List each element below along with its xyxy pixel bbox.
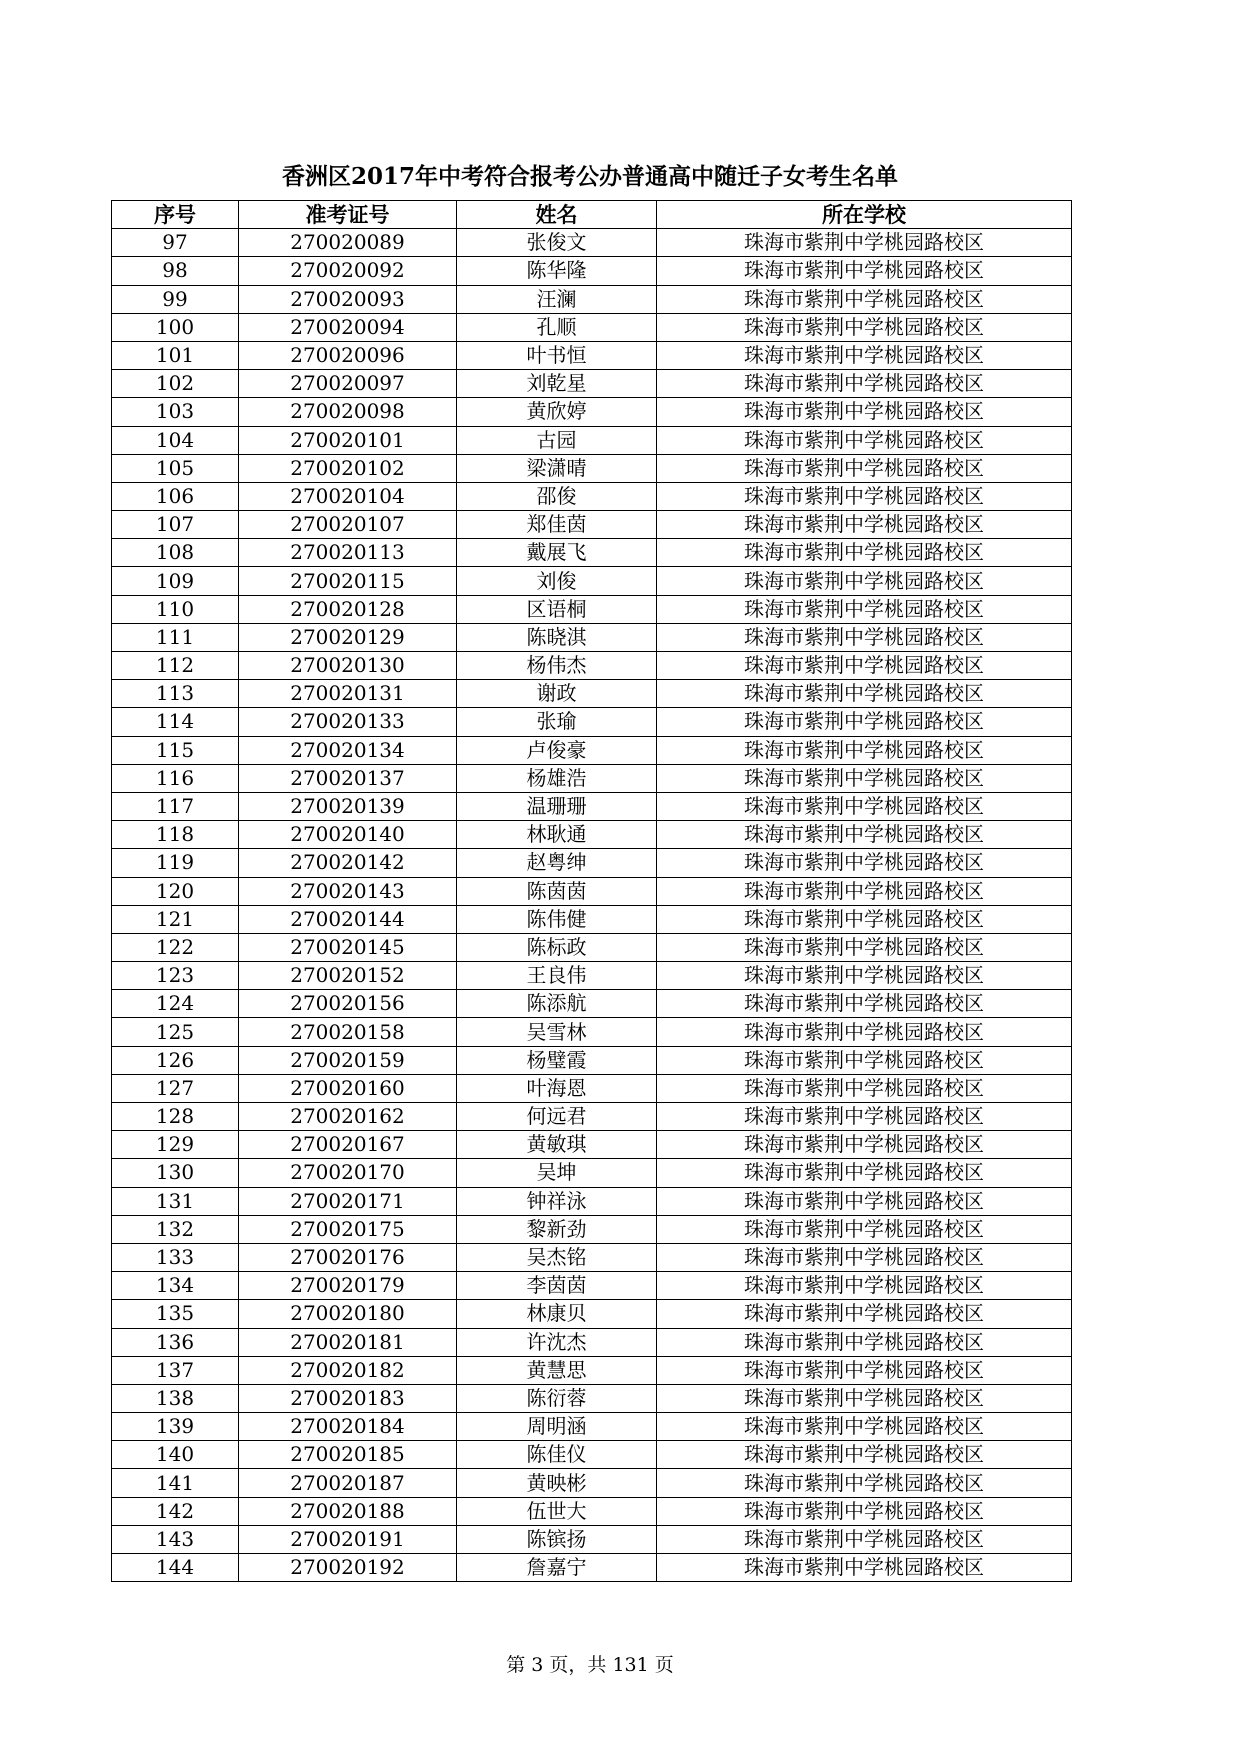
cell-seq: 144 xyxy=(112,1554,239,1582)
cell-name: 王良伟 xyxy=(457,962,657,990)
table-row xyxy=(112,341,1072,369)
cell-exam-number: 270020144 xyxy=(239,905,457,933)
cell-school: 珠海市紫荆中学桃园路校区 xyxy=(657,1103,1072,1131)
cell-exam-number: 270020183 xyxy=(239,1384,457,1412)
cell-exam-number: 270020191 xyxy=(239,1525,457,1553)
cell-name: 许沈杰 xyxy=(457,1328,657,1356)
cell-school: 珠海市紫荆中学桃园路校区 xyxy=(657,1131,1072,1159)
table-row xyxy=(112,313,1072,341)
header-name: 姓名 xyxy=(457,201,657,229)
table-row xyxy=(112,680,1072,708)
cell-seq: 139 xyxy=(112,1413,239,1441)
table-row xyxy=(112,933,1072,961)
cell-name: 陈衍蓉 xyxy=(457,1384,657,1412)
table-row xyxy=(112,1497,1072,1525)
cell-school: 珠海市紫荆中学桃园路校区 xyxy=(657,1300,1072,1328)
cell-exam-number: 270020182 xyxy=(239,1356,457,1384)
cell-exam-number: 270020176 xyxy=(239,1243,457,1271)
cell-exam-number: 270020156 xyxy=(239,990,457,1018)
cell-seq: 116 xyxy=(112,764,239,792)
cell-seq: 125 xyxy=(112,1018,239,1046)
cell-school: 珠海市紫荆中学桃园路校区 xyxy=(657,1159,1072,1187)
cell-school: 珠海市紫荆中学桃园路校区 xyxy=(657,1187,1072,1215)
table-row xyxy=(112,1074,1072,1102)
cell-exam-number: 270020159 xyxy=(239,1046,457,1074)
table-row xyxy=(112,1525,1072,1553)
cell-name: 刘俊 xyxy=(457,567,657,595)
cell-name: 张瑜 xyxy=(457,708,657,736)
table-row xyxy=(112,905,1072,933)
cell-school: 珠海市紫荆中学桃园路校区 xyxy=(657,341,1072,369)
cell-seq: 130 xyxy=(112,1159,239,1187)
table-row xyxy=(112,1272,1072,1300)
table-row xyxy=(112,1187,1072,1215)
cell-seq: 127 xyxy=(112,1074,239,1102)
cell-name: 孔顺 xyxy=(457,313,657,341)
table-row xyxy=(112,1046,1072,1074)
table-row xyxy=(112,539,1072,567)
cell-name: 汪澜 xyxy=(457,285,657,313)
cell-seq: 137 xyxy=(112,1356,239,1384)
table-row xyxy=(112,1300,1072,1328)
cell-school: 珠海市紫荆中学桃园路校区 xyxy=(657,482,1072,510)
table-row xyxy=(112,652,1072,680)
cell-exam-number: 270020129 xyxy=(239,623,457,651)
table-header-row xyxy=(112,201,1072,229)
cell-name: 张俊文 xyxy=(457,229,657,257)
cell-seq: 143 xyxy=(112,1525,239,1553)
cell-school: 珠海市紫荆中学桃园路校区 xyxy=(657,1384,1072,1412)
cell-name: 古园 xyxy=(457,426,657,454)
cell-school: 珠海市紫荆中学桃园路校区 xyxy=(657,736,1072,764)
cell-name: 区语桐 xyxy=(457,595,657,623)
cell-seq: 120 xyxy=(112,877,239,905)
cell-exam-number: 270020158 xyxy=(239,1018,457,1046)
page-number: 第 3 页，共 131 页 xyxy=(506,1654,674,1676)
cell-exam-number: 270020192 xyxy=(239,1554,457,1582)
table-row xyxy=(112,623,1072,651)
cell-seq: 123 xyxy=(112,962,239,990)
cell-name: 梁潇晴 xyxy=(457,454,657,482)
cell-seq: 124 xyxy=(112,990,239,1018)
cell-school: 珠海市紫荆中学桃园路校区 xyxy=(657,680,1072,708)
cell-school: 珠海市紫荆中学桃园路校区 xyxy=(657,1018,1072,1046)
cell-exam-number: 270020179 xyxy=(239,1272,457,1300)
cell-exam-number: 270020131 xyxy=(239,680,457,708)
cell-name: 吴坤 xyxy=(457,1159,657,1187)
cell-exam-number: 270020115 xyxy=(239,567,457,595)
cell-exam-number: 270020113 xyxy=(239,539,457,567)
cell-school: 珠海市紫荆中学桃园路校区 xyxy=(657,1497,1072,1525)
table-row xyxy=(112,229,1072,257)
cell-school: 珠海市紫荆中学桃园路校区 xyxy=(657,821,1072,849)
table-row xyxy=(112,567,1072,595)
cell-exam-number: 270020187 xyxy=(239,1469,457,1497)
table-row xyxy=(112,1131,1072,1159)
table-row xyxy=(112,1441,1072,1469)
table-row xyxy=(112,511,1072,539)
cell-seq: 128 xyxy=(112,1103,239,1131)
cell-seq: 97 xyxy=(112,229,239,257)
cell-exam-number: 270020097 xyxy=(239,370,457,398)
cell-seq: 103 xyxy=(112,398,239,426)
cell-seq: 122 xyxy=(112,933,239,961)
cell-exam-number: 270020094 xyxy=(239,313,457,341)
cell-school: 珠海市紫荆中学桃园路校区 xyxy=(657,623,1072,651)
cell-school: 珠海市紫荆中学桃园路校区 xyxy=(657,1215,1072,1243)
cell-exam-number: 270020171 xyxy=(239,1187,457,1215)
cell-name: 詹嘉宁 xyxy=(457,1554,657,1582)
cell-school: 珠海市紫荆中学桃园路校区 xyxy=(657,933,1072,961)
cell-name: 陈华隆 xyxy=(457,257,657,285)
cell-seq: 111 xyxy=(112,623,239,651)
cell-school: 珠海市紫荆中学桃园路校区 xyxy=(657,511,1072,539)
cell-seq: 109 xyxy=(112,567,239,595)
cell-name: 陈茵茵 xyxy=(457,877,657,905)
table-row xyxy=(112,1554,1072,1582)
cell-school: 珠海市紫荆中学桃园路校区 xyxy=(657,905,1072,933)
cell-name: 刘乾星 xyxy=(457,370,657,398)
cell-seq: 106 xyxy=(112,482,239,510)
cell-school: 珠海市紫荆中学桃园路校区 xyxy=(657,1413,1072,1441)
cell-seq: 107 xyxy=(112,511,239,539)
cell-school: 珠海市紫荆中学桃园路校区 xyxy=(657,1441,1072,1469)
cell-school: 珠海市紫荆中学桃园路校区 xyxy=(657,652,1072,680)
cell-name: 陈晓淇 xyxy=(457,623,657,651)
table-row xyxy=(112,764,1072,792)
cell-exam-number: 270020167 xyxy=(239,1131,457,1159)
cell-school: 珠海市紫荆中学桃园路校区 xyxy=(657,877,1072,905)
table-row xyxy=(112,1103,1072,1131)
table-row xyxy=(112,398,1072,426)
table-row xyxy=(112,1328,1072,1356)
cell-exam-number: 270020139 xyxy=(239,792,457,820)
cell-name: 黄映彬 xyxy=(457,1469,657,1497)
cell-school: 珠海市紫荆中学桃园路校区 xyxy=(657,764,1072,792)
cell-seq: 121 xyxy=(112,905,239,933)
cell-name: 戴展飞 xyxy=(457,539,657,567)
cell-seq: 119 xyxy=(112,849,239,877)
cell-school: 珠海市紫荆中学桃园路校区 xyxy=(657,849,1072,877)
cell-seq: 101 xyxy=(112,341,239,369)
table-row xyxy=(112,370,1072,398)
cell-exam-number: 270020188 xyxy=(239,1497,457,1525)
cell-name: 杨璧霞 xyxy=(457,1046,657,1074)
table-row xyxy=(112,285,1072,313)
table-row xyxy=(112,1413,1072,1441)
cell-exam-number: 270020130 xyxy=(239,652,457,680)
cell-seq: 113 xyxy=(112,680,239,708)
cell-seq: 138 xyxy=(112,1384,239,1412)
cell-school: 珠海市紫荆中学桃园路校区 xyxy=(657,426,1072,454)
header-exam-number: 准考证号 xyxy=(239,201,457,229)
cell-exam-number: 270020160 xyxy=(239,1074,457,1102)
cell-name: 黄敏琪 xyxy=(457,1131,657,1159)
cell-name: 陈镔扬 xyxy=(457,1525,657,1553)
cell-seq: 140 xyxy=(112,1441,239,1469)
cell-seq: 126 xyxy=(112,1046,239,1074)
cell-name: 叶海恩 xyxy=(457,1074,657,1102)
table-row xyxy=(112,426,1072,454)
cell-exam-number: 270020101 xyxy=(239,426,457,454)
cell-name: 卢俊豪 xyxy=(457,736,657,764)
cell-seq: 141 xyxy=(112,1469,239,1497)
cell-exam-number: 270020137 xyxy=(239,764,457,792)
cell-name: 赵粤绅 xyxy=(457,849,657,877)
table-row xyxy=(112,1159,1072,1187)
cell-seq: 117 xyxy=(112,792,239,820)
cell-seq: 135 xyxy=(112,1300,239,1328)
cell-name: 李茵茵 xyxy=(457,1272,657,1300)
cell-exam-number: 270020102 xyxy=(239,454,457,482)
cell-exam-number: 270020181 xyxy=(239,1328,457,1356)
cell-seq: 102 xyxy=(112,370,239,398)
cell-name: 谢政 xyxy=(457,680,657,708)
cell-exam-number: 270020096 xyxy=(239,341,457,369)
table-row xyxy=(112,990,1072,1018)
cell-school: 珠海市紫荆中学桃园路校区 xyxy=(657,313,1072,341)
cell-name: 何远君 xyxy=(457,1103,657,1131)
table-row xyxy=(112,962,1072,990)
cell-school: 珠海市紫荆中学桃园路校区 xyxy=(657,595,1072,623)
table-row xyxy=(112,849,1072,877)
cell-seq: 132 xyxy=(112,1215,239,1243)
cell-seq: 99 xyxy=(112,285,239,313)
cell-school: 珠海市紫荆中学桃园路校区 xyxy=(657,398,1072,426)
cell-seq: 98 xyxy=(112,257,239,285)
cell-school: 珠海市紫荆中学桃园路校区 xyxy=(657,285,1072,313)
cell-exam-number: 270020170 xyxy=(239,1159,457,1187)
cell-name: 邵俊 xyxy=(457,482,657,510)
table-body xyxy=(112,229,1072,1582)
cell-name: 吴雪林 xyxy=(457,1018,657,1046)
cell-name: 黄慧思 xyxy=(457,1356,657,1384)
cell-exam-number: 270020145 xyxy=(239,933,457,961)
cell-school: 珠海市紫荆中学桃园路校区 xyxy=(657,962,1072,990)
cell-seq: 110 xyxy=(112,595,239,623)
cell-seq: 134 xyxy=(112,1272,239,1300)
table-row xyxy=(112,1356,1072,1384)
cell-name: 吴杰铭 xyxy=(457,1243,657,1271)
cell-name: 陈伟健 xyxy=(457,905,657,933)
table-row xyxy=(112,1018,1072,1046)
cell-school: 珠海市紫荆中学桃园路校区 xyxy=(657,370,1072,398)
cell-exam-number: 270020089 xyxy=(239,229,457,257)
cell-name: 黎新劲 xyxy=(457,1215,657,1243)
cell-school: 珠海市紫荆中学桃园路校区 xyxy=(657,1046,1072,1074)
table-row xyxy=(112,736,1072,764)
cell-school: 珠海市紫荆中学桃园路校区 xyxy=(657,539,1072,567)
cell-exam-number: 270020098 xyxy=(239,398,457,426)
cell-name: 温珊珊 xyxy=(457,792,657,820)
table-row xyxy=(112,877,1072,905)
cell-exam-number: 270020180 xyxy=(239,1300,457,1328)
cell-school: 珠海市紫荆中学桃园路校区 xyxy=(657,1243,1072,1271)
table-row xyxy=(112,708,1072,736)
cell-name: 杨伟杰 xyxy=(457,652,657,680)
student-roster-table xyxy=(111,200,1072,1582)
table-row xyxy=(112,1384,1072,1412)
cell-exam-number: 270020175 xyxy=(239,1215,457,1243)
cell-exam-number: 270020107 xyxy=(239,511,457,539)
cell-exam-number: 270020143 xyxy=(239,877,457,905)
cell-seq: 104 xyxy=(112,426,239,454)
cell-exam-number: 270020185 xyxy=(239,1441,457,1469)
cell-name: 陈标政 xyxy=(457,933,657,961)
cell-school: 珠海市紫荆中学桃园路校区 xyxy=(657,1272,1072,1300)
header-school: 所在学校 xyxy=(657,201,1072,229)
cell-school: 珠海市紫荆中学桃园路校区 xyxy=(657,1525,1072,1553)
cell-seq: 108 xyxy=(112,539,239,567)
cell-seq: 115 xyxy=(112,736,239,764)
header-seq: 序号 xyxy=(112,201,239,229)
table-row xyxy=(112,821,1072,849)
cell-exam-number: 270020184 xyxy=(239,1413,457,1441)
cell-name: 黄欣婷 xyxy=(457,398,657,426)
cell-exam-number: 270020093 xyxy=(239,285,457,313)
cell-name: 林康贝 xyxy=(457,1300,657,1328)
cell-exam-number: 270020133 xyxy=(239,708,457,736)
cell-seq: 105 xyxy=(112,454,239,482)
table-row xyxy=(112,595,1072,623)
table-row xyxy=(112,1215,1072,1243)
cell-name: 陈佳仪 xyxy=(457,1441,657,1469)
cell-exam-number: 270020128 xyxy=(239,595,457,623)
cell-seq: 112 xyxy=(112,652,239,680)
cell-name: 周明涵 xyxy=(457,1413,657,1441)
cell-seq: 129 xyxy=(112,1131,239,1159)
cell-school: 珠海市紫荆中学桃园路校区 xyxy=(657,1074,1072,1102)
cell-school: 珠海市紫荆中学桃园路校区 xyxy=(657,567,1072,595)
cell-seq: 133 xyxy=(112,1243,239,1271)
table-row xyxy=(112,454,1072,482)
cell-school: 珠海市紫荆中学桃园路校区 xyxy=(657,229,1072,257)
cell-name: 钟祥泳 xyxy=(457,1187,657,1215)
cell-exam-number: 270020152 xyxy=(239,962,457,990)
cell-exam-number: 270020142 xyxy=(239,849,457,877)
cell-school: 珠海市紫荆中学桃园路校区 xyxy=(657,257,1072,285)
cell-name: 陈添航 xyxy=(457,990,657,1018)
cell-seq: 131 xyxy=(112,1187,239,1215)
cell-name: 叶书恒 xyxy=(457,341,657,369)
cell-school: 珠海市紫荆中学桃园路校区 xyxy=(657,792,1072,820)
cell-school: 珠海市紫荆中学桃园路校区 xyxy=(657,708,1072,736)
cell-exam-number: 270020140 xyxy=(239,821,457,849)
cell-seq: 118 xyxy=(112,821,239,849)
table-row xyxy=(112,482,1072,510)
cell-name: 郑佳茵 xyxy=(457,511,657,539)
cell-seq: 136 xyxy=(112,1328,239,1356)
table-row xyxy=(112,1469,1072,1497)
cell-school: 珠海市紫荆中学桃园路校区 xyxy=(657,454,1072,482)
cell-seq: 142 xyxy=(112,1497,239,1525)
cell-school: 珠海市紫荆中学桃园路校区 xyxy=(657,990,1072,1018)
cell-name: 林耿通 xyxy=(457,821,657,849)
cell-school: 珠海市紫荆中学桃园路校区 xyxy=(657,1328,1072,1356)
cell-name: 杨雄浩 xyxy=(457,764,657,792)
cell-school: 珠海市紫荆中学桃园路校区 xyxy=(657,1356,1072,1384)
cell-school: 珠海市紫荆中学桃园路校区 xyxy=(657,1469,1072,1497)
cell-exam-number: 270020092 xyxy=(239,257,457,285)
cell-exam-number: 270020162 xyxy=(239,1103,457,1131)
table-row xyxy=(112,792,1072,820)
document-title: 香洲区2017年中考符合报考公办普通高中随迁子女考生名单 xyxy=(281,163,898,190)
cell-exam-number: 270020134 xyxy=(239,736,457,764)
table-row xyxy=(112,257,1072,285)
cell-seq: 114 xyxy=(112,708,239,736)
cell-exam-number: 270020104 xyxy=(239,482,457,510)
cell-school: 珠海市紫荆中学桃园路校区 xyxy=(657,1554,1072,1582)
cell-seq: 100 xyxy=(112,313,239,341)
cell-name: 伍世大 xyxy=(457,1497,657,1525)
table-row xyxy=(112,1243,1072,1271)
